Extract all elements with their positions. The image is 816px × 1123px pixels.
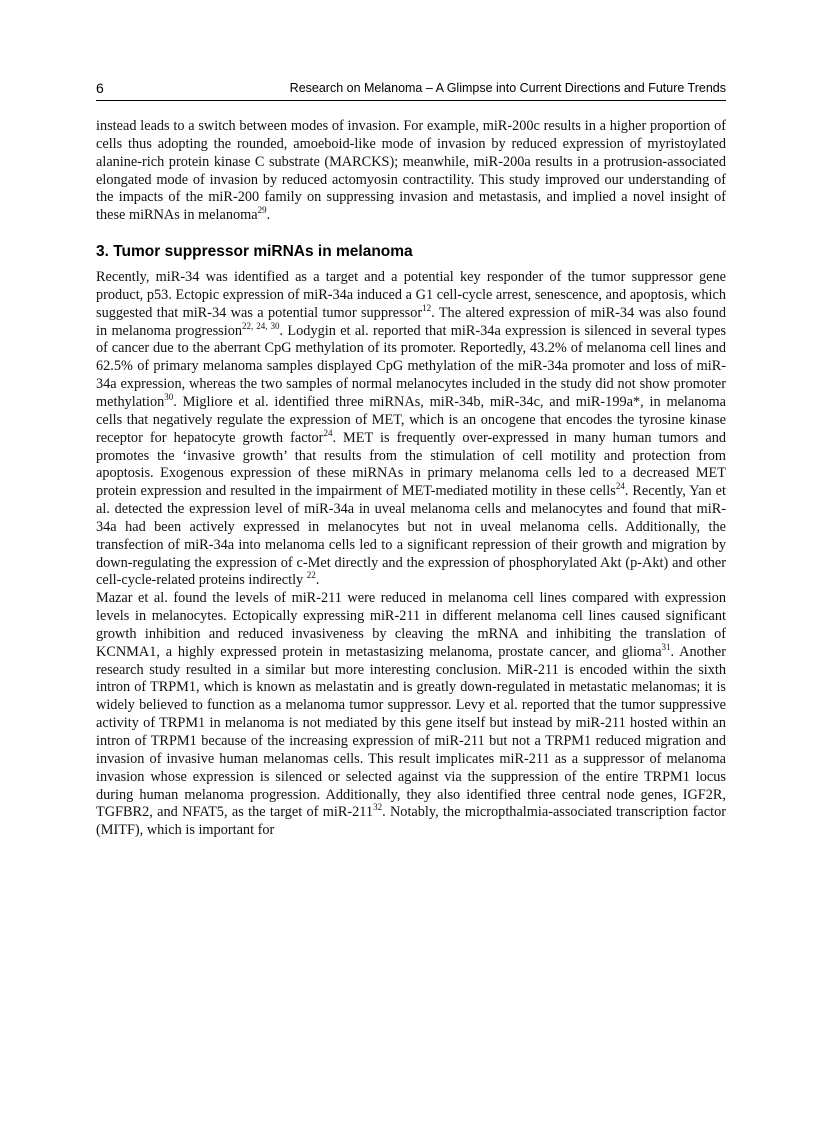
intro-paragraph-text: instead leads to a switch between modes of invasion. For example, miR-200c results in a higher proportion of cells thus adopting the rounded, amoeboid-like mode of invasion by reduced expression of myristoylated alanine-rich protein kinase C substrate (MARCKS); meanwhile, miR-200a results in a protrusion-associated elongated mode of invasion by reduced actomyosin contractility. This study improved our understanding of the impacts of the miR-200 family on suppressing invasion and metastasis, and implied a novel insight of these miRNAs in melanoma [96, 118, 726, 224]
running-header [96, 80, 726, 101]
paragraph-mir211 [96, 590, 726, 840]
paragraph-text: Mazar et al. found the levels of miR-211 were reduced in melanoma cell lines compared with expression levels in melanocytes. Ectopically expressing miR-211 in different melanoma cell lines caused significant growth inhibition and reduced invasiveness by cleaving the mRNA and inhibiting the translation of KCNMA1, a highly expressed protein in metastasizing melanoma, prostate cancer, and glioma [96, 590, 726, 660]
paragraph-text: . The altered expression of miR-34 was also found in melanoma progression [96, 304, 727, 339]
citation: 22 [306, 570, 316, 581]
paragraph-text: . Lodygin et al. reported that miR-34a expression is silenced in several types of cancer due to the aberrant CpG methylation of its promoter. Reportedly, 43.2% of melanoma cell lines and 62.5% of primary melanoma samples displayed CpG methylation of the miR-34a promoter and loss of miR-34a expression, whereas the two samples of normal melanocytes included in the study did not show promoter methylation [96, 322, 727, 410]
citation: 30 [164, 392, 174, 403]
paragraph-text: . Migliore et al. identified three miRNAs, miR-34b, miR-34c, and miR-199a*, in melanoma cells that negatively regulate the expression of MET, which is an oncogene that encodes the tyrosine kinase receptor for hepatocyte growth factor [96, 393, 726, 446]
citation: 32 [373, 802, 383, 813]
paragraph-text: Recently, miR-34 was identified as a target and a potential key responder of the tumor suppressor gene product, p53. Ectopic expression of miR-34a induced a G1 cell-cycle arrest, senescence, and apoptosis, which suggested that miR-34 was a potential tumor suppressor [96, 269, 726, 321]
paragraph-text: . Recently, Yan et al. detected the expression level of miR-34a in uveal melanoma cells and melanocytes and found that miR-34a had been actively expressed in melanocytes but not in uveal melanoma cells. Additionally, the transfection of miR-34a into melanoma cells led to a significant repression of their growth and migration by down-regulating the expression of c-Met directly and the expression of phosphorylated Akt (p-Akt) and other cell-cycle-related proteins indirectly [96, 483, 726, 589]
paragraph-text: . Notably, the micropthalmia-associated transcription factor (MITF), which is important for [96, 804, 726, 839]
paragraph-text: . Another research study resulted in a similar but more interesting conclusion. MiR-211 is encoded within the sixth intron of TRPM1, which is known as melastatin and is greatly down-regulated in metastatic melanomas; it is widely believed to function as a melanoma tumor suppressor. Levy et al. reported that the tumor suppressive activity of TRPM1 in melanoma is not mediated by this gene itself but instead by miR-211 hosted within an intron of TRPM1 because of the increasing expression of miR-211 but not a TRPM1 reduced migration and invasion of invasive human melanomas cells. This result implicates miR-211 as a suppressor of melanoma invasion whose expression is silenced or selected against via the suppression of the entire TRPM1 locus during human melanoma progression. Additionally, they also identified three central node genes, IGF2R, TGFBR2, and NFAT5, as the target of miR-211 [96, 643, 726, 821]
citation: 22, 24, 30 [242, 320, 280, 331]
intro-paragraph [96, 118, 726, 225]
body-text [96, 118, 726, 840]
citation: 24 [615, 481, 625, 492]
intro-paragraph-end: . [266, 207, 271, 224]
page-number: 6 [96, 80, 104, 96]
citation: 24 [323, 427, 333, 438]
running-title: Research on Melanoma – A Glimpse into Current Directions and Future Trends [289, 81, 726, 95]
citation: 12 [422, 302, 432, 313]
section-heading: 3. Tumor suppressor miRNAs in melanoma [96, 243, 413, 261]
paragraph-text: . [315, 572, 320, 589]
citation: 31 [661, 642, 671, 653]
citation: 29 [257, 205, 267, 216]
paragraph-text: . MET is frequently over-expressed in many human tumors and promotes the ‘invasive growth’ that results from the stimulation of cell motility and protection from apoptosis. Exogenous expression of these miRNAs in primary melanoma cells led to a decreased MET protein expression and resulted in the impairment of MET-mediated motility in these cells [96, 429, 726, 500]
paragraph-mir34 [96, 269, 726, 590]
